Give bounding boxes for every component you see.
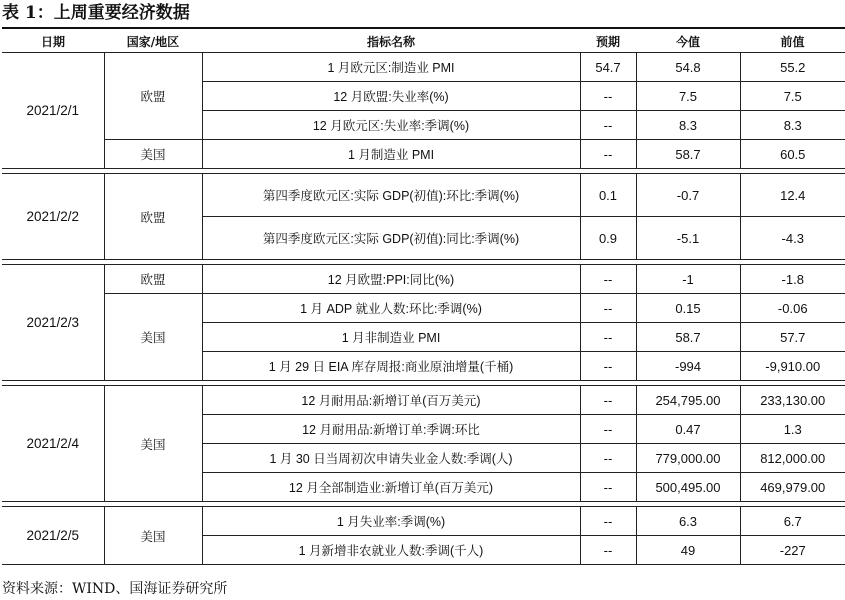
region-cell: 欧盟 xyxy=(104,265,202,294)
table-row xyxy=(2,386,845,415)
indicator-cell: 1 月 30 日当周初次申请失业金人数:季调(人) xyxy=(202,444,580,473)
indicator-cell: 12 月耐用品:新增订单(百万美元) xyxy=(202,386,580,415)
previous-cell: 12.4 xyxy=(740,174,845,217)
indicator-cell: 1 月非制造业 PMI xyxy=(202,323,580,352)
actual-cell: 8.3 xyxy=(636,111,740,140)
indicator-cell: 第四季度欧元区:实际 GDP(初值):环比:季调(%) xyxy=(202,174,580,217)
forecast-cell: -- xyxy=(580,140,636,169)
previous-cell: -227 xyxy=(740,536,845,565)
actual-cell: 58.7 xyxy=(636,323,740,352)
region-cell: 欧盟 xyxy=(104,174,202,260)
table-row xyxy=(2,507,845,536)
date-cell: 2021/2/3 xyxy=(2,265,104,381)
forecast-cell: -- xyxy=(580,536,636,565)
actual-cell: 0.47 xyxy=(636,415,740,444)
forecast-cell: 0.9 xyxy=(580,217,636,260)
actual-cell: -0.7 xyxy=(636,174,740,217)
actual-cell: 49 xyxy=(636,536,740,565)
previous-cell: -9,910.00 xyxy=(740,352,845,381)
actual-cell: 6.3 xyxy=(636,507,740,536)
forecast-cell: -- xyxy=(580,265,636,294)
indicator-cell: 12 月欧盟:PPI:同比(%) xyxy=(202,265,580,294)
table-title: 表 1：上周重要经济数据 xyxy=(2,3,190,23)
forecast-cell: -- xyxy=(580,444,636,473)
economic-data-table xyxy=(2,30,845,565)
indicator-cell: 1 月欧元区:制造业 PMI xyxy=(202,53,580,82)
previous-cell: 812,000.00 xyxy=(740,444,845,473)
previous-cell: -4.3 xyxy=(740,217,845,260)
actual-cell: 7.5 xyxy=(636,82,740,111)
forecast-cell: -- xyxy=(580,111,636,140)
indicator-cell: 1 月新增非农就业人数:季调(千人) xyxy=(202,536,580,565)
previous-cell: 60.5 xyxy=(740,140,845,169)
actual-cell: 779,000.00 xyxy=(636,444,740,473)
forecast-cell: 0.1 xyxy=(580,174,636,217)
actual-cell: -1 xyxy=(636,265,740,294)
header-row xyxy=(2,30,845,53)
previous-cell: -0.06 xyxy=(740,294,845,323)
actual-cell: 254,795.00 xyxy=(636,386,740,415)
indicator-cell: 12 月欧元区:失业率:季调(%) xyxy=(202,111,580,140)
date-cell: 2021/2/1 xyxy=(2,53,104,169)
indicator-cell: 1 月 29 日 EIA 库存周报:商业原油增量(千桶) xyxy=(202,352,580,381)
previous-cell: 6.7 xyxy=(740,507,845,536)
table-row xyxy=(2,140,845,169)
indicator-cell: 12 月欧盟:失业率(%) xyxy=(202,82,580,111)
forecast-cell: -- xyxy=(580,294,636,323)
previous-cell: 55.2 xyxy=(740,53,845,82)
table-row xyxy=(2,53,845,82)
actual-cell: 58.7 xyxy=(636,140,740,169)
previous-cell: 233,130.00 xyxy=(740,386,845,415)
date-cell: 2021/2/2 xyxy=(2,174,104,260)
forecast-cell: -- xyxy=(580,82,636,111)
forecast-cell: -- xyxy=(580,415,636,444)
table-body xyxy=(2,53,845,565)
date-cell: 2021/2/4 xyxy=(2,386,104,502)
indicator-cell: 第四季度欧元区:实际 GDP(初值):同比:季调(%) xyxy=(202,217,580,260)
actual-cell: -994 xyxy=(636,352,740,381)
actual-cell: -5.1 xyxy=(636,217,740,260)
previous-cell: -1.8 xyxy=(740,265,845,294)
region-cell: 美国 xyxy=(104,140,202,169)
indicator-cell: 12 月全部制造业:新增订单(百万美元) xyxy=(202,473,580,502)
table-row xyxy=(2,265,845,294)
forecast-cell: 54.7 xyxy=(580,53,636,82)
indicator-cell: 1 月失业率:季调(%) xyxy=(202,507,580,536)
table-row xyxy=(2,174,845,217)
title-rule xyxy=(2,27,845,29)
previous-cell: 1.3 xyxy=(740,415,845,444)
previous-cell: 7.5 xyxy=(740,82,845,111)
source-note: 资料来源：WIND、国海证券研究所 xyxy=(2,581,228,597)
actual-cell: 0.15 xyxy=(636,294,740,323)
previous-cell: 8.3 xyxy=(740,111,845,140)
forecast-cell: -- xyxy=(580,386,636,415)
indicator-cell: 12 月耐用品:新增订单:季调:环比 xyxy=(202,415,580,444)
forecast-cell: -- xyxy=(580,352,636,381)
indicator-cell: 1 月 ADP 就业人数:环比:季调(%) xyxy=(202,294,580,323)
previous-cell: 57.7 xyxy=(740,323,845,352)
actual-cell: 500,495.00 xyxy=(636,473,740,502)
region-cell: 美国 xyxy=(104,386,202,502)
region-cell: 美国 xyxy=(104,507,202,565)
date-cell: 2021/2/5 xyxy=(2,507,104,565)
table-row xyxy=(2,294,845,323)
region-cell: 欧盟 xyxy=(104,53,202,140)
region-cell: 美国 xyxy=(104,294,202,381)
header-actual: 今值 xyxy=(636,30,740,53)
forecast-cell: -- xyxy=(580,507,636,536)
header-forecast: 预期 xyxy=(580,30,636,53)
actual-cell: 54.8 xyxy=(636,53,740,82)
header-previous: 前值 xyxy=(740,30,845,53)
header-indicator: 指标名称 xyxy=(202,30,580,53)
header-date: 日期 xyxy=(2,30,104,53)
header-region: 国家/地区 xyxy=(104,30,202,53)
indicator-cell: 1 月制造业 PMI xyxy=(202,140,580,169)
previous-cell: 469,979.00 xyxy=(740,473,845,502)
forecast-cell: -- xyxy=(580,473,636,502)
forecast-cell: -- xyxy=(580,323,636,352)
